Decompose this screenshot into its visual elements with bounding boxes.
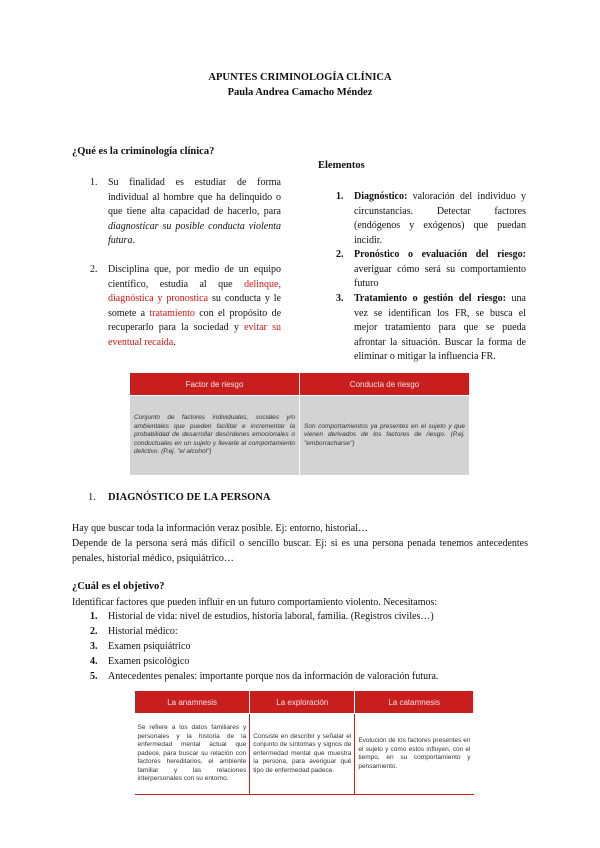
risk-table-header-factor: Factor de riesgo (130, 373, 300, 396)
objetivo-item-4-number: 4. (90, 656, 98, 667)
elementos-item-3-number: 3. (336, 293, 344, 304)
objetivo-item-3-number: 3. (90, 641, 98, 652)
elementos-item-1-text: valoración del individuo y circunstancias. Detectar factores (endógenos y exógenos) que puedan incidir. (354, 191, 526, 246)
objetivo-item-2 (90, 625, 528, 640)
objetivo-item-3-text: Examen psiquiátrico (108, 641, 191, 652)
document-title: APUNTES CRIMINOLOGÍA CLÍNICA (208, 72, 392, 83)
risk-table-cell-factor: Conjunto de factores individuales, sociales y/o ambientales que pueden facilitar e incrementar la probabilidad de desarrollar desórdenes emocionales o conductuales en un sujeto y llevarle al comportamiento delictivo. (P.ej. "el alcohol") (130, 396, 300, 476)
objetivo-item-2-number: 2. (90, 626, 98, 637)
objetivo-item-5-text: Antecedentes penales: importante porque nos da información de valoración futura. (108, 671, 439, 682)
elementos-item-2-text: averiguar cómo será su comportamiento futuro (354, 263, 526, 289)
q1-item-2-text-b: su conducta y le somete a (108, 293, 281, 319)
elementos-item-1 (336, 190, 526, 248)
objetivo-item-4 (90, 655, 528, 670)
objetivo-item-3 (90, 640, 528, 655)
section1-para-1: Hay que buscar toda la información veraz posible. Ej: entorno, historial… (72, 523, 369, 534)
section1-title: DIAGNÓSTICO DE LA PERSONA (108, 492, 271, 503)
q1-item-1-number: 1. (90, 177, 98, 188)
elementos-item-3-label: Tratamiento o gestión del riesgo: (354, 293, 506, 304)
clinical-table-cell-exploracion: Consiste en describir y señalar el conjunto de síntomas y signos de enfermedad mental que muestra la persona, para averiguar qué tipo de enfermedad padece. (250, 714, 355, 795)
elementos-item-2 (336, 248, 526, 292)
q1-item-1-text: Su finalidad es estudiar de forma individual al hombre que ha delinquido o que tiene alta capacidad de hacerlo, para (108, 177, 281, 217)
objetivo-item-5 (90, 670, 528, 685)
elementos-heading: Elementos (318, 160, 365, 171)
q1-item-1 (90, 176, 281, 249)
clinical-table (134, 690, 474, 795)
objetivo-item-1-number: 1. (90, 611, 98, 622)
clinical-table-header-catamnesis: La catamnesis (355, 691, 474, 714)
risk-table-cell-conducta: Son comportamientos ya presentes en el sujeto y que vienen derivados de los factores de riesgo. (P.ej. "emborracharse") (300, 396, 470, 476)
elementos-item-3-text: una vez se identifican los FR, se busca el mejor tratamiento para que se pueda afrontar la situación. Buscar la forma de eliminar o mitigar la influencia FR. (354, 293, 526, 362)
risk-table (129, 372, 470, 476)
q1-item-2 (90, 263, 282, 350)
q1-item-2-number: 2. (90, 264, 98, 275)
clinical-table-cell-catamnesis: Evolución de los factores presentes en el sujeto y cómo estos influyen, con el tiempo, en su comportamiento y pensamiento. (355, 714, 474, 795)
document-author: Paula Andrea Camacho Méndez (227, 87, 373, 98)
section1-para-2: Depende de la persona será más difícil o sencillo buscar. Ej: si es una persona penada tenemos antecedentes penales, historial médico, psiquiátrico… (72, 538, 528, 564)
q1-item-2-end: . (173, 336, 176, 348)
q1-heading: ¿Qué es la criminología clínica? (72, 146, 215, 157)
objetivo-item-1-text: Historial de vida: nivel de estudios, historia laboral, familia. (Registros civiles…) (108, 611, 434, 622)
objetivo-item-4-text: Examen psicológico (108, 656, 190, 667)
q1-item-1-end: . (132, 235, 135, 246)
clinical-table-header-anamnesis: La anamnesis (135, 691, 250, 714)
objetivo-intro: Identificar factores que pueden influir en un futuro comportamiento violento. Necesitamos: (72, 597, 438, 608)
risk-table-header-conducta: Conducta de riesgo (300, 373, 470, 396)
q1-item-2-text-a: Disciplina que, por medio de un equipo científico, estudia al que (108, 264, 281, 290)
elementos-item-1-number: 1. (336, 191, 344, 202)
elementos-item-2-label: Pronóstico o evaluación del riesgo: (354, 249, 526, 260)
q1-item-2-red-b: tratamiento (149, 307, 195, 319)
elementos-item-2-number: 2. (336, 249, 344, 260)
clinical-table-header-exploracion: La exploración (250, 691, 355, 714)
q1-item-1-emphasis: diagnosticar su posible conducta violenta futura (108, 220, 281, 246)
clinical-table-cell-anamnesis: Se refiere a los datos familiares y personales y la historia de la enfermedad mental actual que padece, para buscar su relación con factores hereditarios, el ambiente familiar y las relaciones interpersonales con su entorno. (135, 714, 250, 795)
q1-item-2-red-c: evitar su eventual recaída (108, 322, 281, 348)
objetivo-item-2-text: Historial médico: (108, 626, 178, 637)
objetivo-heading: ¿Cuál es el objetivo? (72, 581, 165, 592)
objetivo-item-1 (90, 610, 528, 625)
q1-item-2-text-c: con el propósito de recuperarlo para la sociedad y (108, 307, 282, 333)
elementos-item-3 (336, 292, 526, 365)
q1-item-2-red-a: delinque, diagnóstica y pronostica (108, 278, 281, 304)
section1-number: 1. (88, 492, 96, 503)
elementos-item-1-label: Diagnóstico: (354, 191, 408, 202)
objetivo-item-5-number: 5. (90, 671, 98, 682)
